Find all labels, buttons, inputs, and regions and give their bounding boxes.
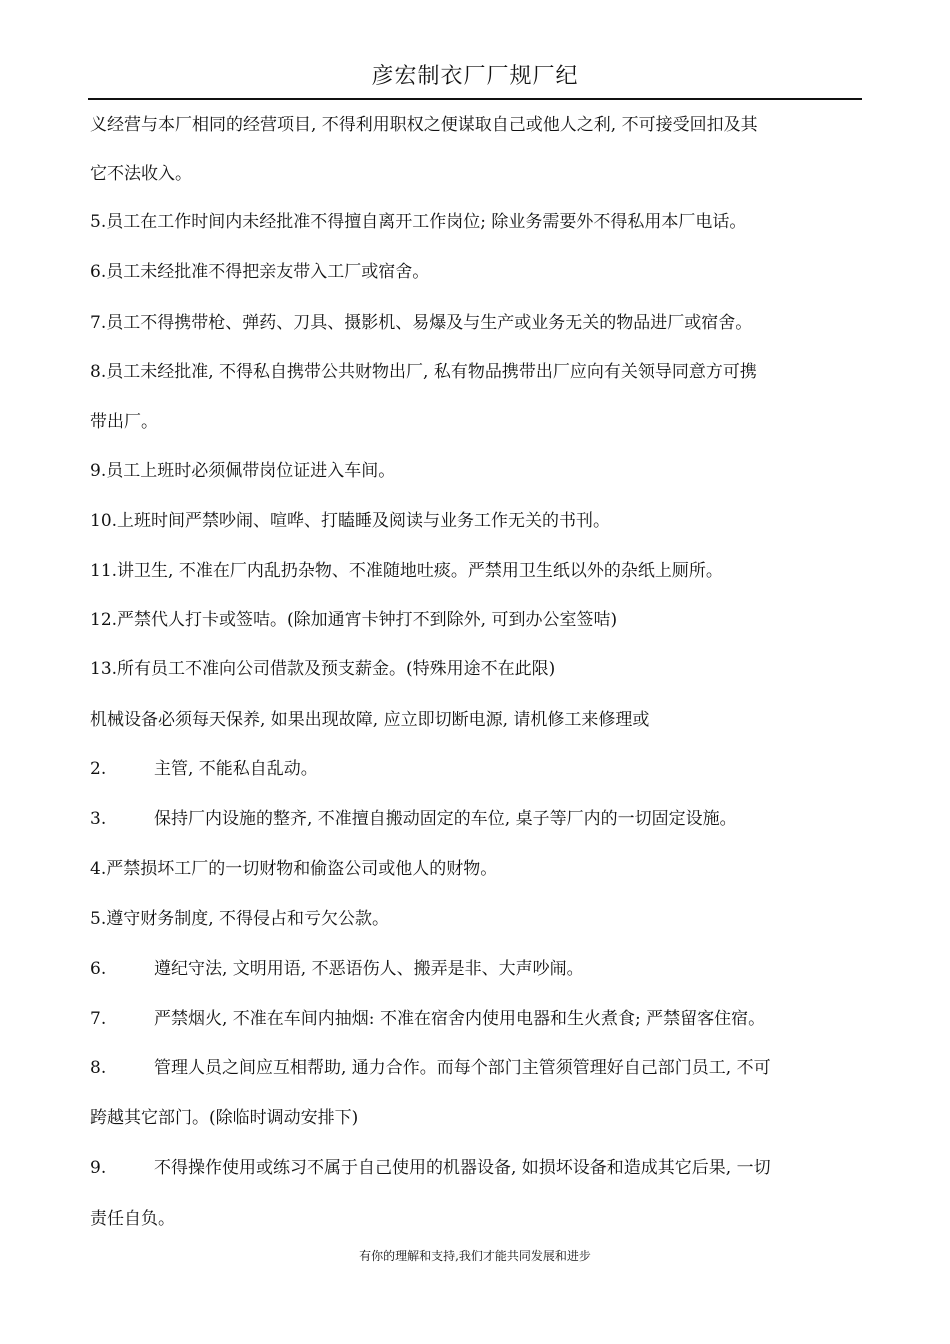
item-text: 责任自负。 [90, 1209, 175, 1229]
item-text: 严禁损坏工厂的一切财物和偷盗公司或他人的财物。 [106, 859, 498, 879]
item-text: 管理人员之间应互相帮助, 通力合作。而每个部门主管须管理好自己部门员工, 不可 [154, 1058, 771, 1078]
item-text: 保持厂内设施的整齐, 不准擅自搬动固定的车位, 桌子等厂内的一切固定设施。 [154, 809, 737, 829]
text-line [90, 310, 862, 336]
item-text: 讲卫生, 不准在厂内乱扔杂物、不准随地吐痰。严禁用卫生纸以外的杂纸上厕所。 [117, 561, 723, 581]
text-line [90, 1105, 862, 1131]
item-number: 8. [90, 1058, 107, 1078]
text-line [90, 1155, 862, 1181]
item-number: 12. [90, 610, 118, 630]
item-text: 员工未经批准不得把亲友带入工厂或宿舍。 [106, 262, 430, 282]
item-text: 员工未经批准, 不得私自携带公共财物出厂, 私有物品携带出厂应向有关领导同意方可携 [106, 362, 757, 382]
item-number: 4. [90, 859, 107, 879]
item-number: 5. [90, 212, 107, 232]
item-text: 严禁烟火, 不准在车间内抽烟: 不准在宿舍内使用电器和生火煮食; 严禁留客住宿。 [154, 1009, 766, 1029]
text-line [90, 1006, 862, 1032]
item-number: 9. [90, 461, 107, 481]
item-text: 机械设备必须每天保养, 如果出现故障, 应立即切断电源, 请机修工来修理或 [90, 710, 650, 730]
item-text: 严禁代人打卡或签咭。(除加通宵卡钟打不到除外, 可到办公室签咭) [117, 610, 618, 630]
text-line [90, 707, 862, 733]
item-text: 所有员工不准向公司借款及预支薪金。(特殊用途不在此限) [117, 659, 556, 679]
text-line [90, 656, 862, 682]
item-text: 员工在工作时间内未经批准不得擅自离开工作岗位; 除业务需要外不得私用本厂电话。 [106, 212, 747, 232]
text-line [90, 359, 862, 385]
text-line [90, 607, 862, 633]
page-title: 彦宏制衣厂厂规厂纪 [371, 64, 579, 89]
text-line [90, 956, 862, 982]
text-line [90, 259, 862, 285]
text-line [90, 508, 862, 534]
text-line [90, 806, 862, 832]
text-line [90, 112, 862, 138]
item-number: 3. [90, 809, 107, 829]
item-number: 8. [90, 362, 107, 382]
item-text: 它不法收入。 [90, 164, 192, 184]
item-text: 员工上班时必须佩带岗位证进入车间。 [106, 461, 396, 481]
item-text: 主管, 不能私自乱动。 [154, 759, 318, 779]
item-text: 遵纪守法, 文明用语, 不恶语伤人、搬弄是非、大声吵闹。 [154, 959, 584, 979]
item-text: 员工不得携带枪、弹药、刀具、摄影机、易爆及与生产或业务无关的物品进厂或宿舍。 [106, 313, 753, 333]
item-text: 义经营与本厂相同的经营项目, 不得利用职权之便谋取自己或他人之利, 不可接受回扣及其 [90, 115, 758, 135]
text-line [90, 756, 862, 782]
item-number: 9. [90, 1158, 107, 1178]
item-number: 6. [90, 959, 107, 979]
text-line [90, 906, 862, 932]
item-number: 11. [90, 561, 118, 581]
text-line [90, 161, 862, 187]
item-text: 上班时间严禁吵闹、喧哗、打瞌睡及阅读与业务工作无关的书刊。 [117, 511, 611, 531]
item-text: 不得操作使用或练习不属于自己使用的机器设备, 如损坏设备和造成其它后果, 一切 [154, 1158, 771, 1178]
text-line [90, 856, 862, 882]
header-divider [88, 98, 862, 100]
item-text: 跨越其它部门。(除临时调动安排下) [90, 1108, 359, 1128]
text-line [90, 1055, 862, 1081]
item-text: 带出厂。 [90, 412, 158, 432]
item-number: 7. [90, 313, 107, 333]
text-line [90, 458, 862, 484]
item-number: 5. [90, 909, 107, 929]
item-number: 10. [90, 511, 118, 531]
item-number: 6. [90, 262, 107, 282]
text-line [90, 409, 862, 435]
item-text: 遵守财务制度, 不得侵占和亏欠公款。 [106, 909, 390, 929]
item-number: 7. [90, 1009, 107, 1029]
text-line [90, 209, 862, 235]
text-line [90, 558, 862, 584]
page-footer: 有你的理解和支持,我们才能共同发展和进步 [359, 1249, 591, 1263]
item-number: 13. [90, 659, 118, 679]
text-line [90, 1206, 862, 1232]
item-number: 2. [90, 759, 107, 779]
